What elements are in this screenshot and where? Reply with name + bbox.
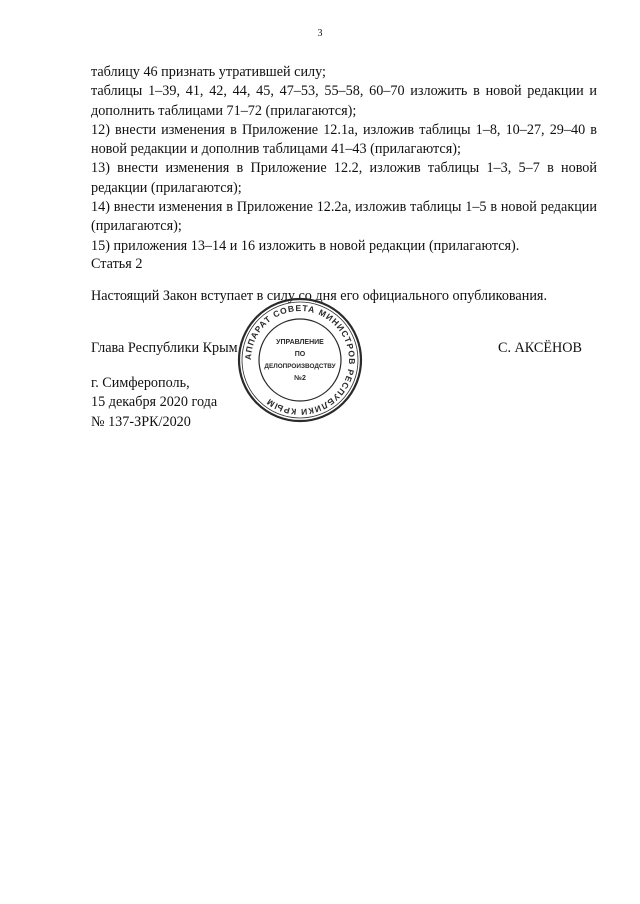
stamp-outer-text: АППАРАТ СОВЕТА МИНИСТРОВ РЕСПУБЛИКИ КРЫМ xyxy=(242,302,358,418)
law-number: № 137-ЗРК/2020 xyxy=(91,413,191,430)
stamp-outer-ring xyxy=(239,299,361,421)
stamp-line-2: ПО xyxy=(294,351,306,358)
date: 15 декабря 2020 года xyxy=(91,394,218,411)
page-number: 3 xyxy=(317,28,323,39)
signature-name: С. АКСЁНОВ xyxy=(498,340,582,356)
amendment-item: 12) внести изменения в Приложение 12.1а, изложив таблицы 1–8, 10–27, 29–40 в новой редакции и дополнив таблицами 41–43 (прилагаются); xyxy=(91,121,597,158)
stamp-line-1: УПРАВЛЕНИЕ xyxy=(276,339,324,346)
amendment-item: 13) внести изменения в Приложение 12.2, изложив таблицы 1–3, 5–7 в новой редакции (прилагаются); xyxy=(91,160,597,196)
signature-role: Глава Республики Крым xyxy=(91,340,238,356)
amendment-item: 14) внести изменения в Приложение 12.2а, изложив таблицы 1–5 в новой редакции (прилагаются); xyxy=(91,199,597,235)
svg-text:АППАРАТ СОВЕТА МИНИСТРОВ РЕСПУ xyxy=(243,303,357,417)
amendment-item: таблицу 46 признать утратившей силу; xyxy=(91,64,326,80)
amendment-item: 15) приложения 13–14 и 16 изложить в новой редакции (прилагаются). xyxy=(91,237,520,254)
stamp-line-4: №2 xyxy=(294,375,306,382)
official-stamp xyxy=(236,296,364,424)
stamp-inner-ring xyxy=(259,319,341,401)
amendments-list xyxy=(91,63,597,256)
amendment-item: таблицы 1–39, 41, 42, 44, 45, 47–53, 55–58, 60–70 изложить в новой редакции и дополнить таблицами 71–72 (прилагаются); xyxy=(91,83,597,119)
article-text: Настоящий Закон вступает в силу со дня его официального опубликования. xyxy=(91,288,547,304)
place-date-block xyxy=(91,374,217,432)
place: г. Симферополь, xyxy=(91,375,190,391)
article-heading: Статья 2 xyxy=(91,256,143,272)
stamp-line-3: ДЕЛОПРОИЗВОДСТВУ xyxy=(264,363,336,370)
